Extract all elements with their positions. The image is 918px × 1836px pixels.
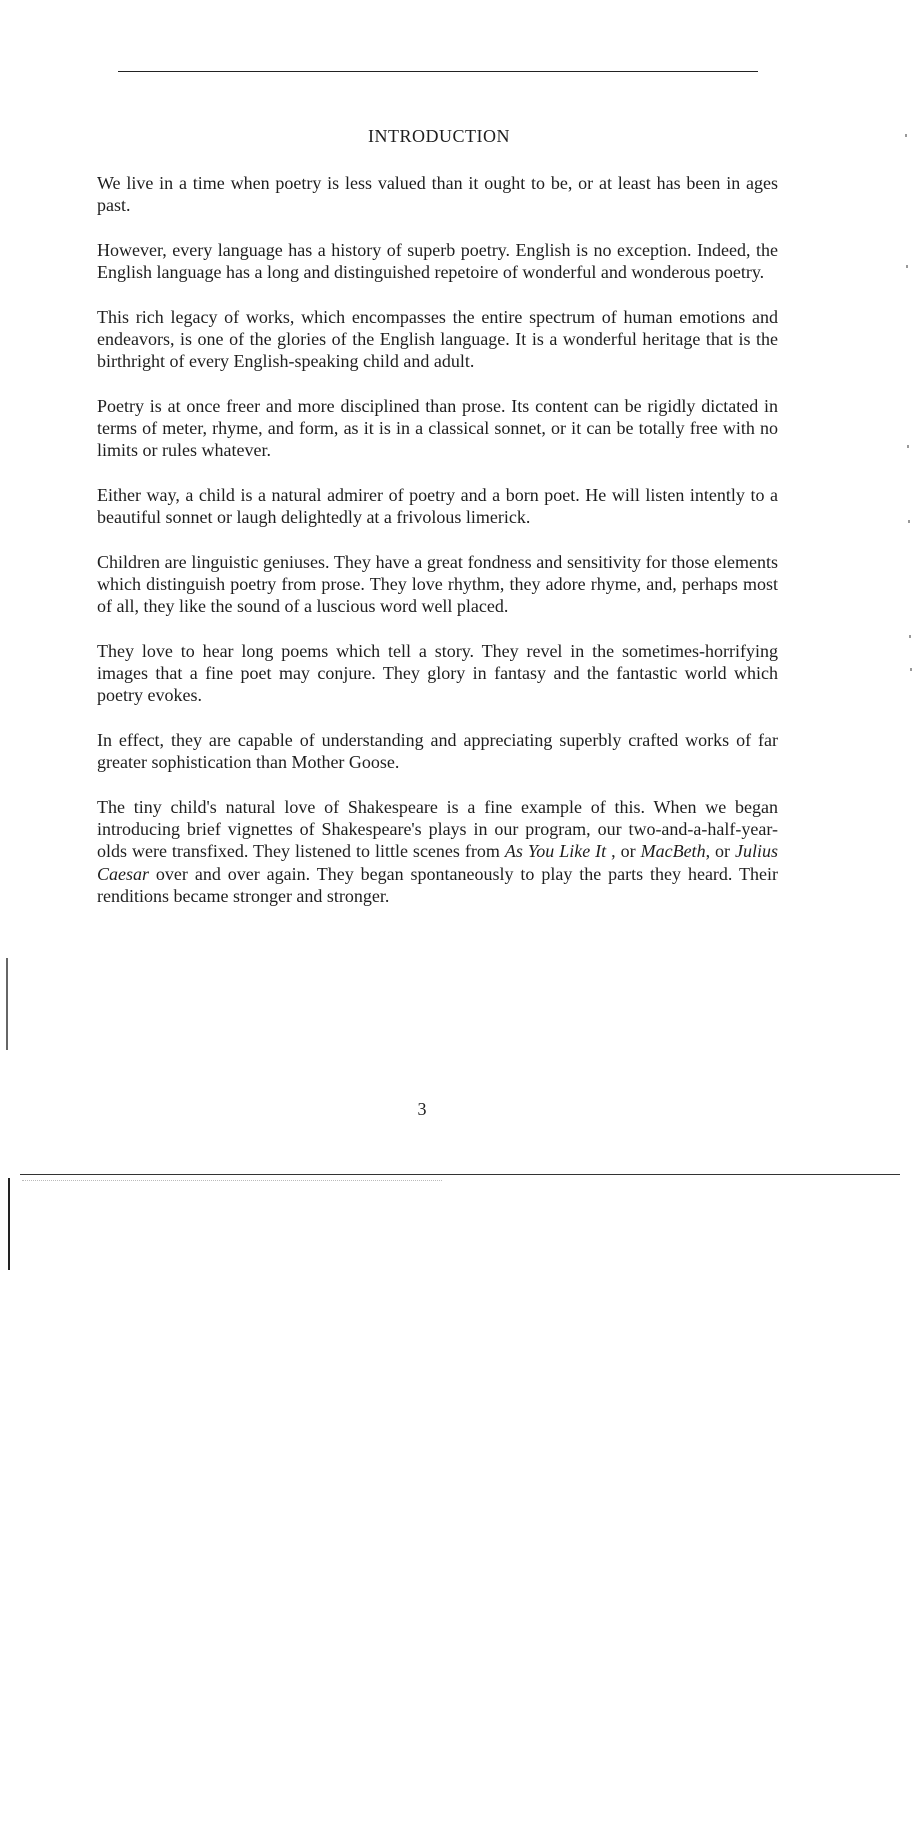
paragraph-6: Children are linguistic geniuses. They have a great fondness and sensitivity for those elements which distinguish poetry from prose. They love rhythm, they adore rhyme, and, perhaps most of all, they like the sound of a luscious word well placed.: [97, 551, 778, 617]
page-number: 3: [417, 1099, 427, 1119]
paragraph-9: [97, 796, 778, 907]
top-rule: [118, 71, 758, 72]
scan-artifact-mark: [8, 1178, 10, 1270]
scan-artifact-mark: [6, 958, 8, 1050]
body-text: [97, 172, 778, 930]
separator: , or: [606, 841, 641, 862]
scan-speck: [910, 668, 912, 671]
scan-speck: [907, 445, 909, 448]
paragraph-9-text-start: The tiny child's natural love of Shakespeare is a fine example of this. When we began introducing brief vignettes of Shakespeare's plays in our program, our two-and-a-half-year-olds were transfixed. They listened to little scenes from: [97, 797, 778, 862]
play-title-as-you-like-it: As You Like It: [504, 841, 607, 862]
scan-speck: [908, 520, 910, 523]
bottom-rule-shadow: [22, 1180, 442, 1181]
scan-speck: [905, 134, 907, 137]
paragraph-2: However, every language has a history of superb poetry. English is no exception. Indeed, the English language has a long and distinguished repetoire of wonderful and wonderous poetry.: [97, 239, 778, 283]
paragraph-5: Either way, a child is a natural admirer of poetry and a born poet. He will listen intently to a beautiful sonnet or laugh delightedly at a frivolous limerick.: [97, 485, 778, 528]
separator: , or: [705, 841, 736, 862]
page-title: INTRODUCTION: [368, 126, 510, 146]
bottom-rule: [20, 1174, 900, 1175]
paragraph-1: We live in a time when poetry is less valued than it ought to be, or at least has been in ages past.: [97, 173, 778, 216]
paragraph-3: This rich legacy of works, which encompasses the entire spectrum of human emotions and endeavors, is one of the glories of the English language. It is a wonderful heritage that is the birthright of every English-speaking child and adult.: [97, 306, 778, 372]
paragraph-9-text-end: over and over again. They began spontaneously to play the parts they heard. Their renditions became stronger and stronger.: [97, 863, 778, 906]
scan-speck: [909, 635, 911, 638]
play-title-macbeth: MacBeth: [640, 841, 706, 862]
scan-speck: [906, 265, 908, 268]
paragraph-4: Poetry is at once freer and more disciplined than prose. Its content can be rigidly dictated in terms of meter, rhyme, and form, as it is in a classical sonnet, or it can be totally free with no limits or rules whatever.: [97, 395, 778, 461]
paragraph-7: They love to hear long poems which tell a story. They revel in the sometimes-horrifying images that a fine poet may conjure. They glory in fantasy and the fantastic world which poetry evokes.: [97, 641, 778, 706]
paragraph-8: In effect, they are capable of understanding and appreciating superbly crafted works of far greater sophistication than Mother Goose.: [97, 730, 778, 773]
play-title-julius-caesar: Julius Caesar: [97, 841, 779, 884]
